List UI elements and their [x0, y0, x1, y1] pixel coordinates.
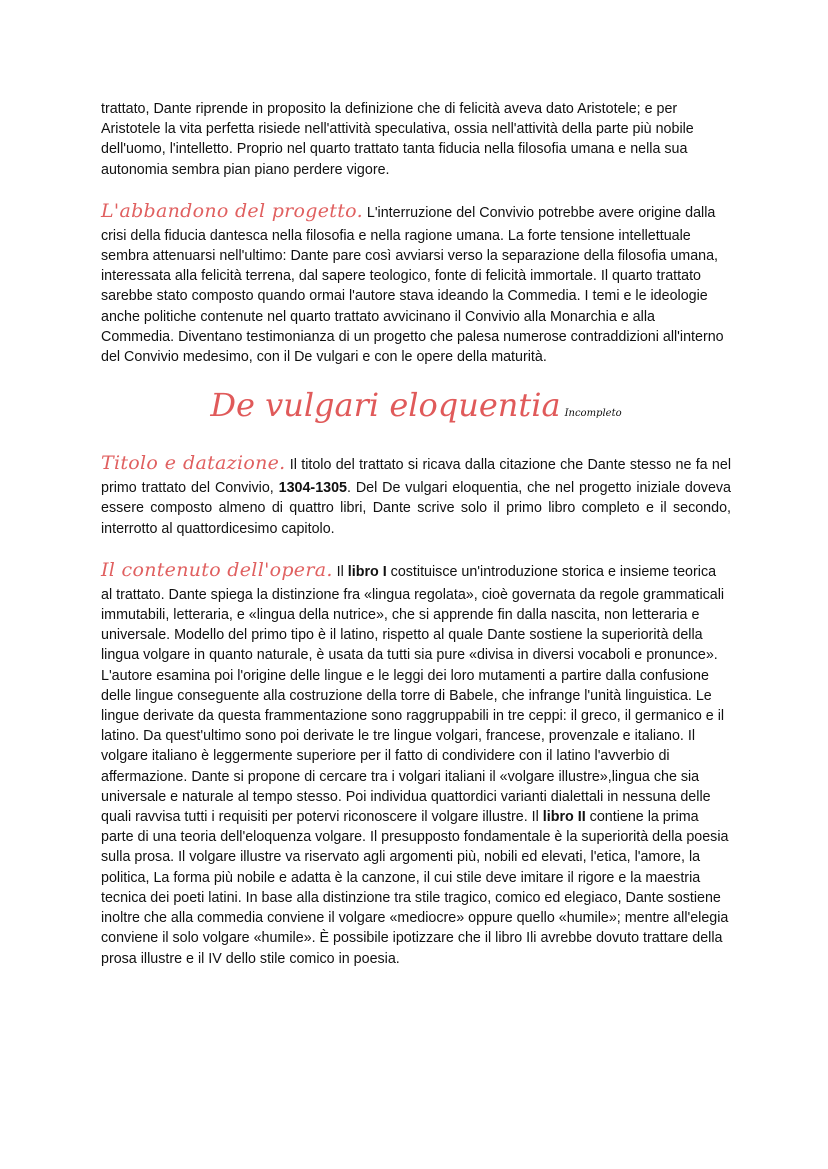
- contenuto-libro-i: libro I: [347, 563, 387, 580]
- abbandono-text: L'interruzione del Convivio potrebbe avere origine dalla crisi della fiducia dantesca nella filosofia e nella ragione umana. La forte tensione intellettuale sembra attenuarsi nell'ultimo: Dante pare così avviarsi verso la separazione della filosofia umana, interessata alla felicità terrena, dal sapere teologico, fonte di felicità immortale. Il quarto trattato sarebbe stato composto quando ormai l'autore stava ideando la Commedia. I temi e le ideologie anche politiche contenute nel quarto trattato avvicinano il Convivio alla Monarchia e alla Commedia. Diventano testimonianza di un progetto che palesa numerose contraddizioni all'interno del Convivio medesimo, con il De vulgari e con le opere della maturità.: [101, 204, 724, 366]
- section-title-row: [101, 383, 731, 436]
- contenuto-libro-ii: libro II: [542, 809, 586, 826]
- titolo-date: 1304-1305: [278, 480, 347, 497]
- abbandono-paragraph: [101, 196, 731, 367]
- contenuto-heading: Il contenuto dell'opera.: [101, 558, 333, 581]
- contenuto-text-b: costituisce un'introduzione storica e insieme teorica al trattato. Dante spiega la distinzione fra «lingua regolata», cioè governata da regole grammaticali immutabili, letteraria, e «lingua della nutrice», che si apprende fin dalla nascita, non letteraria e universale. Modello del primo tipo è il latino, rispetto al quale Dante sostiene la superiorità della lingua volgare in quanto naturale, è usata da tutti sia pure «divisa in diversi vocaboli e pronunce». L'autore esamina poi l'origine delle lingue e le leggi dei loro mutamenti a partire dalla confusione delle lingue conseguente alla costruzione della torre di Babele, che infrange l'unità linguistica. Le lingue derivate da questa frammentazione sono raggruppabili in tre ceppi: il greco, il germanico e il latino. Da quest'ultimo sono poi derivate le tre lingue volgari, francese, provenzale e italiano. Il volgare italiano è leggermente superiore per il fatto di condividere con il latino l'avverbio di affermazione. Dante si propone di cercare tra i volgari italiani il «volgare illustre»,lingua che sia universale e naturale al tempo stesso. Poi individua quattordici varianti dialettali in nessuna delle quali ravvisa tutti i requisiti per potervi riconoscere il volgare illustre. Il: [101, 563, 725, 826]
- titolo-paragraph: [101, 448, 731, 539]
- section-title: De vulgari eloquentia: [210, 386, 561, 425]
- contenuto-text-a: Il: [332, 563, 348, 580]
- document-page: [101, 99, 731, 985]
- abbandono-heading: L'abbandono del progetto.: [101, 199, 363, 222]
- section-tag: Incompleto: [564, 408, 622, 420]
- contenuto-paragraph: [101, 555, 731, 969]
- titolo-heading: Titolo e datazione.: [101, 452, 286, 475]
- intro-paragraph: trattato, Dante riprende in proposito la definizione che di felicità aveva dato Aristotele; e per Aristotele la vita perfetta risiede nell'attività speculativa, ossia nell'attività della parte più nobile dell'uomo, l'intelletto. Proprio nel quarto trattato tanta fiducia nella filosofia umana e nella sua autonomia sembra pian piano perdere vigore.: [101, 101, 694, 178]
- titolo-text-a: Il titolo del trattato si ricava dalla citazione che Dante stesso ne fa nel primo trattato del Convivio,: [101, 457, 731, 497]
- titolo-text-b: . Del De vulgari eloquentia, che nel progetto iniziale doveva essere composto almeno di quattro libri, Dante scrive solo il primo libro completo e il secondo, interrotto al quattordicesimo capitolo.: [101, 480, 732, 537]
- contenuto-text-c: contiene la prima parte di una teoria dell'eloquenza volgare. Il presupposto fondamentale è la superiorità della poesia sulla prosa. Il volgare illustre va riservato agli argomenti più, nobili ed elevati, l'etica, l'amore, la politica, La forma più nobile e adatta è la canzone, il cui stile deve imitare il rigore e la maestria tecnica dei poeti latini. In base alla distinzione tra stile tragico, comico ed elegiaco, Dante sostiene inoltre che alla commedia conviene il volgare «mediocre» oppure quello «humile»; mentre all'elegia conviene il solo volgare «humile». È possibile ipotizzare che il libro Ili avrebbe dovuto trattare della prosa illustre e il IV dello stile comico in poesia.: [101, 809, 729, 967]
